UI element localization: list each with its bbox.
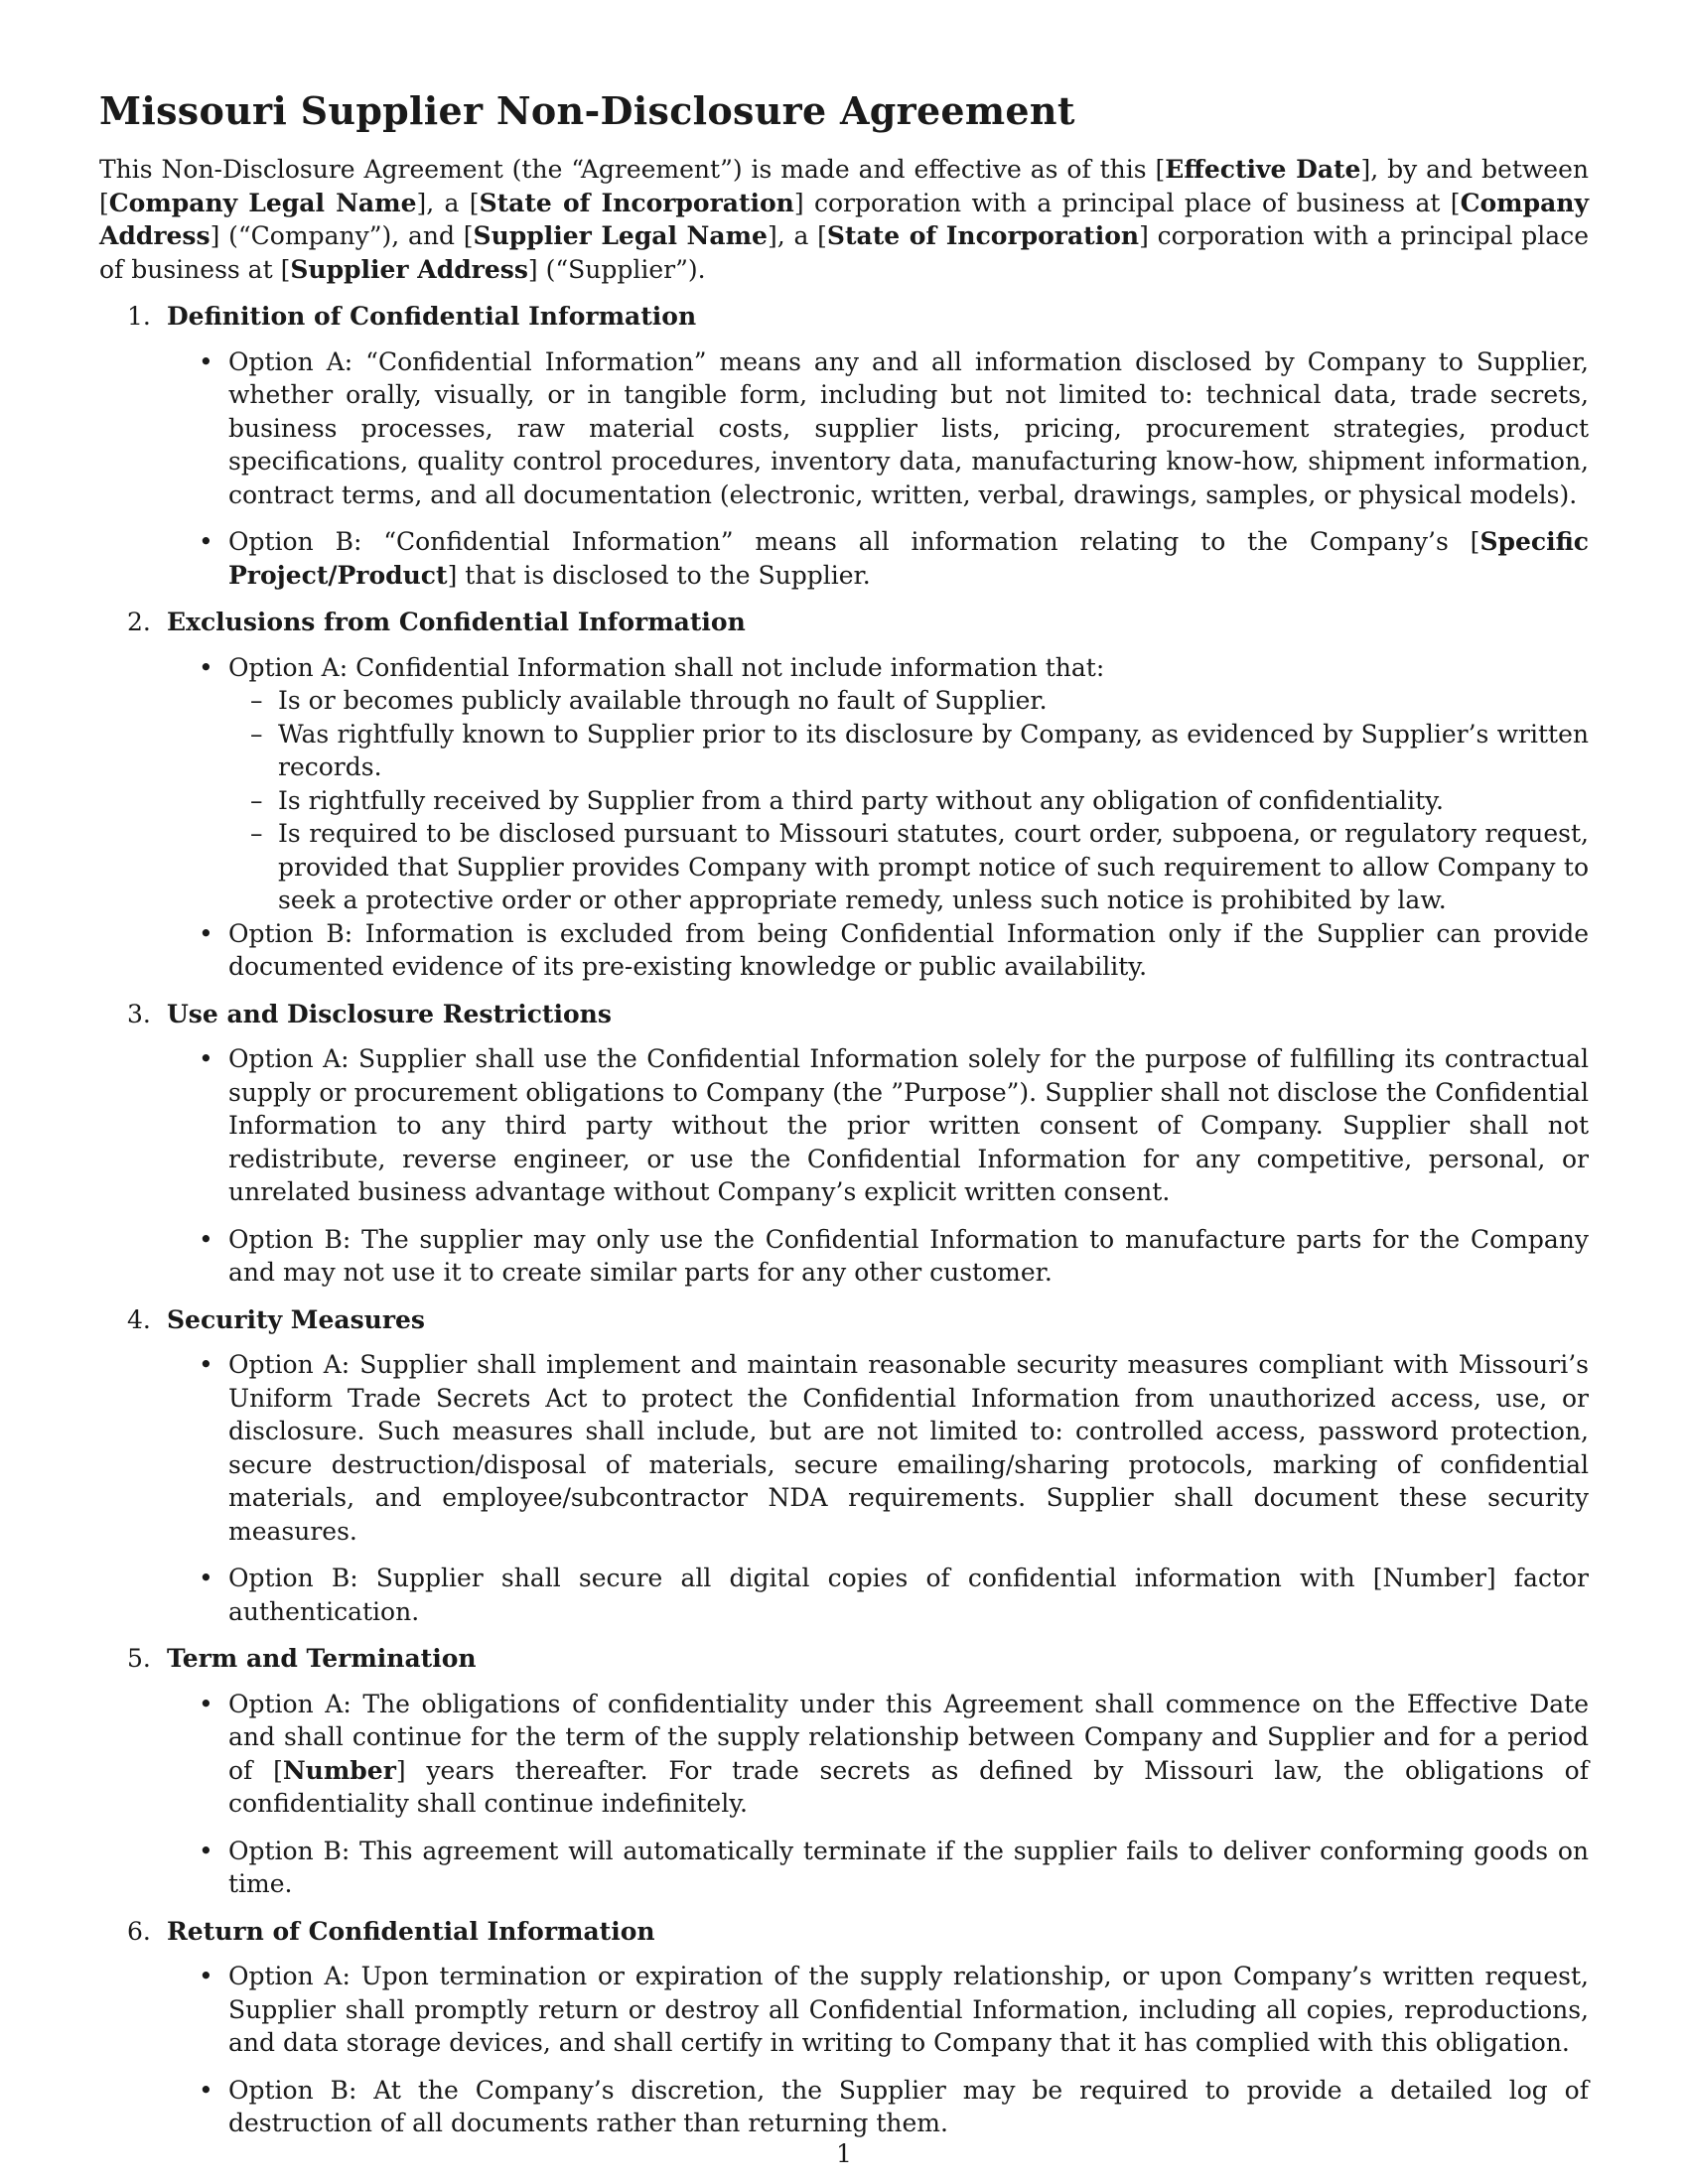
section-number: 5.: [127, 1644, 151, 1673]
option-b: [199, 1223, 1589, 1290]
dash-icon: –: [250, 785, 263, 815]
exclusion-item: – Is rightfully received by Supplier from a third party without any obligation of confidentiality.: [278, 784, 1589, 818]
section-title: Return of Confidential Information: [167, 1916, 655, 1946]
placeholder-number: Number: [282, 1755, 396, 1785]
option-a: [199, 1042, 1589, 1209]
option-b: [199, 525, 1589, 592]
option-b: [199, 1835, 1589, 1901]
placeholder-company-legal-name: Company Legal Name: [108, 188, 417, 217]
bullet-icon: •: [199, 1044, 213, 1073]
options-list: [167, 1042, 1589, 1290]
options-list: [167, 345, 1589, 593]
option-text: Option B: Information is excluded from being Confidential Information only if the Supplier can provide documented evidence of its pre-existing knowledge or public availability.: [228, 918, 1589, 981]
option-b: [199, 1562, 1589, 1628]
option-text: Option A: Confidential Information shall not include information that:: [228, 652, 1105, 682]
section-title: Exclusions from Confidential Information: [167, 608, 746, 636]
option-a: [199, 1688, 1589, 1821]
page-title: Missouri Supplier Non-Disclosure Agreement: [99, 88, 1075, 133]
intro-text: ], a [: [416, 188, 480, 217]
option-text: Option B: At the Company’s discretion, the Supplier may be required to provide a detailed log of destruction of all documents rather than returning them.: [228, 2075, 1589, 2137]
intro-text: ] (“Company”), and [: [210, 221, 474, 250]
bullet-icon: •: [199, 1564, 213, 1592]
bullet-icon: •: [199, 918, 213, 948]
option-a: [199, 1960, 1589, 2060]
intro-paragraph: [99, 153, 1589, 286]
section-number: 4.: [127, 1304, 151, 1334]
option-text: Option B: The supplier may only use the Confidential Information to manufacture parts for the Company and may not use it to create similar parts for any other customer.: [228, 1224, 1589, 1287]
option-b: [199, 917, 1589, 984]
bullet-icon: •: [199, 1836, 213, 1865]
options-list: [167, 1348, 1589, 1628]
option-text: ] years thereafter. For trade secrets as defined by Missouri law, the obligations of confidentiality shall continue indefinitely.: [228, 1755, 1589, 1818]
sections-list: [99, 300, 1589, 2140]
bullet-icon: •: [199, 527, 213, 556]
bullet-icon: •: [199, 1689, 213, 1718]
options-list: [167, 1960, 1589, 2140]
option-text: Option B: Supplier shall secure all digital copies of confidential information with [Number] factor authentication.: [228, 1564, 1589, 1626]
option-b: [199, 2074, 1589, 2140]
bullet-icon: •: [199, 346, 213, 376]
placeholder-specific-project: Specific Project/Product: [228, 527, 1589, 590]
dash-icon: –: [250, 686, 263, 715]
option-text: Option A: “Confidential Information” means any and all information disclosed by Company to Supplier, whether orally, visually, or in tangible form, including but not limited to: technical data, trade secrets, business processes, raw material costs, supplier lists, pricing, procurement strategies, product specifications, quality control procedures, inventory data, manufacturing know-how, shipment information, contract terms, and all documentation (electronic, written, verbal, drawings, samples, or physical models).: [228, 346, 1589, 509]
section-title: Security Measures: [167, 1304, 425, 1334]
bullet-icon: •: [199, 1224, 213, 1254]
placeholder-effective-date: Effective Date: [1165, 155, 1361, 184]
placeholder-company-state: State of Incorporation: [479, 188, 794, 217]
bullet-icon: •: [199, 1962, 213, 1990]
section-title: Term and Termination: [167, 1644, 477, 1673]
section-number: 1.: [127, 302, 151, 331]
section-definition: [127, 300, 1589, 592]
section-title: Use and Disclosure Restrictions: [167, 999, 612, 1028]
section-security: [127, 1303, 1589, 1629]
option-text: Option A: Upon termination or expiration of the supply relationship, or upon Company’s written request, Supplier shall promptly return or destroy all Confidential Information, including all copies, reproductions, and data storage devices, and shall certify in writing to Company that it has complied with this obligation.: [228, 1962, 1589, 2057]
option-a: [199, 1348, 1589, 1548]
option-text: ] that is disclosed to the Supplier.: [447, 560, 871, 590]
section-use-restrictions: [127, 998, 1589, 1290]
option-text: Option A: Supplier shall implement and maintain reasonable security measures compliant with Missouri’s Uniform Trade Secrets Act to protect the Confidential Information from unauthorized access, use, or disclosure. Such measures shall include, but are not limited to: controlled access, password protection, secure destruction/disposal of materials, secure emailing/sharing protocols, marking of confidential materials, and employee/subcontractor NDA requirements. Supplier shall document these security measures.: [228, 1350, 1589, 1546]
bullet-icon: •: [199, 652, 213, 682]
intro-text: ] corporation with a principal place of business at [: [99, 221, 1590, 284]
option-a: [199, 345, 1589, 512]
intro-text: This Non-Disclosure Agreement (the “Agreement”) is made and effective as of this [: [99, 155, 1166, 184]
placeholder-company-address: Company Address: [99, 188, 1589, 250]
exclusion-item: – Is or becomes publicly available through no fault of Supplier.: [278, 684, 1589, 718]
bullet-icon: •: [199, 1350, 213, 1379]
exclusion-item: – Is required to be disclosed pursuant to Missouri statutes, court order, subpoena, or regulatory request, provided that Supplier provides Company with prompt notice of such requirement to allow Company to seek a protective order or other appropriate remedy, unless such notice is prohibited by law.: [250, 819, 1589, 914]
placeholder-supplier-legal-name: Supplier Legal Name: [473, 221, 768, 250]
intro-text: ] corporation with a principal place of business at [: [793, 188, 1461, 217]
dash-icon: –: [250, 719, 263, 749]
placeholder-supplier-address: Supplier Address: [290, 254, 528, 284]
page-number: 1: [836, 2138, 852, 2168]
options-list: [167, 651, 1589, 984]
section-number: 6.: [127, 1916, 151, 1946]
intro-text: ], by and between [: [99, 155, 1589, 217]
intro-text: ], a [: [767, 221, 827, 250]
dash-icon: –: [250, 819, 263, 848]
option-text: Option A: Supplier shall use the Confidential Information solely for the purpose of fulfilling its contractual supply or procurement obligations to Company (the ”Purpose”). Supplier shall not disclose the Confidential Information to any third party without the prior written consent of Company. Supplier shall not redistribute, reverse engineer, or use the Confidential Information for any competitive, personal, or unrelated business advantage without Company’s explicit written consent.: [228, 1044, 1589, 1206]
option-text: Option B: “Confidential Information” means all information relating to the Company’s [: [228, 527, 1480, 556]
options-list: [167, 1688, 1589, 1901]
exclusion-item: – Was rightfully known to Supplier prior to its disclosure by Company, as evidenced by Supplier’s written records.: [250, 719, 1589, 781]
option-text: Option A: The obligations of confidentiality under this Agreement shall commence on the Effective Date and shall continue for the term of the supply relationship between Company and Supplier and for a period of [: [228, 1689, 1589, 1785]
placeholder-supplier-state: State of Incorporation: [826, 221, 1140, 250]
section-title: Definition of Confidential Information: [167, 302, 697, 331]
bullet-icon: •: [199, 2075, 213, 2105]
section-number: 2.: [127, 608, 151, 636]
exclusion-sublist: [228, 684, 1589, 917]
section-exclusions: [127, 606, 1589, 984]
option-text: Option B: This agreement will automatically terminate if the supplier fails to deliver conforming goods on time.: [228, 1836, 1589, 1898]
section-number: 3.: [127, 999, 151, 1028]
intro-text: ] (“Supplier”).: [527, 254, 706, 284]
section-return: [127, 1915, 1589, 2140]
section-term: [127, 1642, 1589, 1901]
option-a: [199, 651, 1589, 917]
